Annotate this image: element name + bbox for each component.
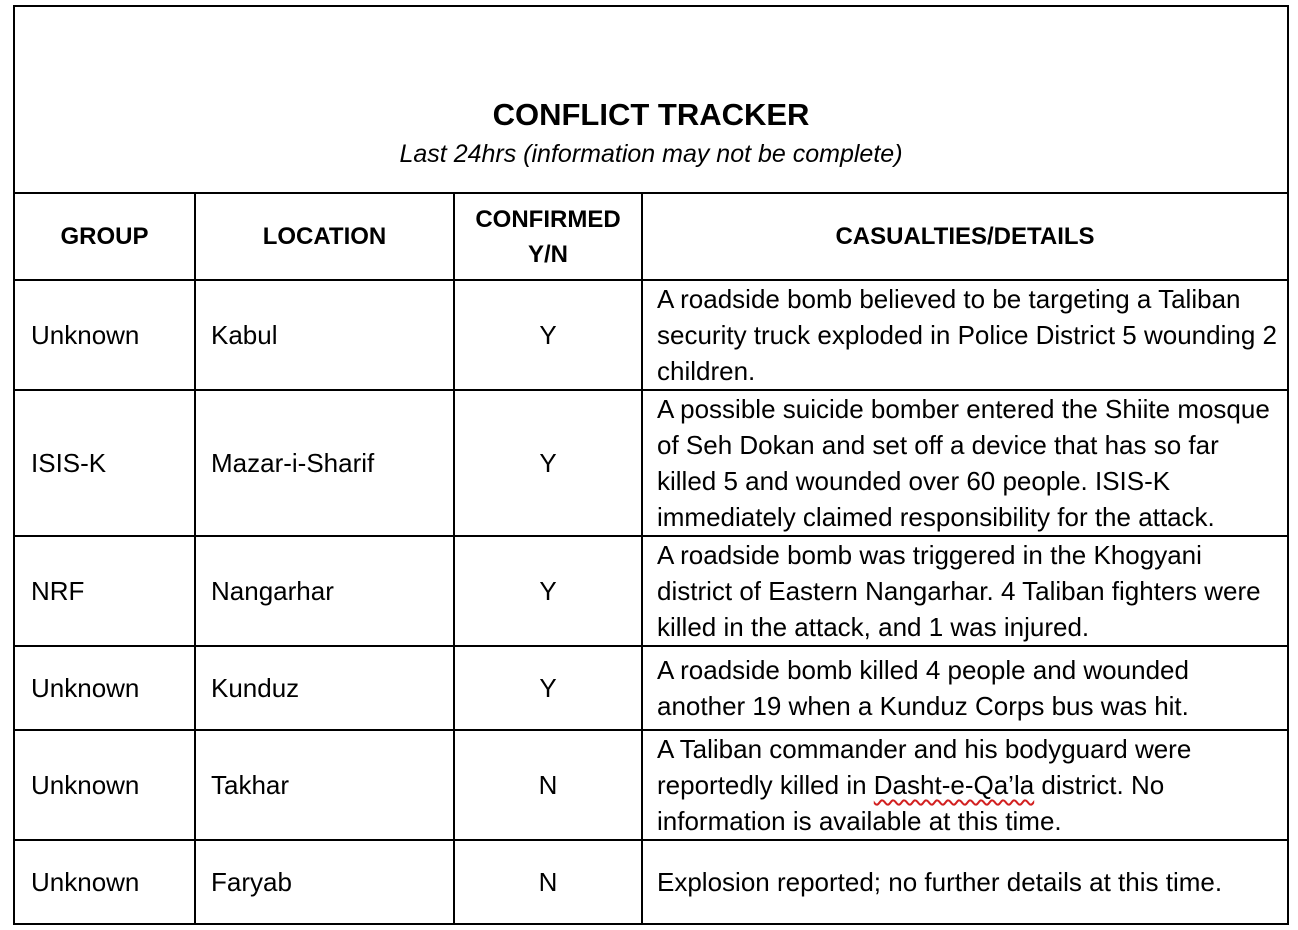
group-cell: Unknown bbox=[14, 646, 195, 730]
page-subtitle: Last 24hrs (information may not be complete) bbox=[399, 139, 903, 168]
table-row bbox=[14, 840, 1288, 924]
conflict-tracker-table bbox=[13, 5, 1289, 925]
details-cell: A roadside bomb killed 4 people and wounded another 19 when a Kunduz Corps bus was hit. bbox=[642, 646, 1288, 730]
details-cell: Explosion reported; no further details at this time. bbox=[642, 840, 1288, 924]
details-cell: A roadside bomb believed to be targeting a Taliban security truck exploded in Police District 5 wounding 2 children. bbox=[642, 280, 1288, 390]
details-text-after: district. No information is available at this time. bbox=[657, 770, 1165, 836]
table-row bbox=[14, 730, 1288, 840]
title-row bbox=[14, 6, 1288, 193]
details-cell: A roadside bomb was triggered in the Khogyani district of Eastern Nangarhar. 4 Taliban fighters were killed in the attack, and 1 was injured. bbox=[642, 536, 1288, 646]
group-cell: Unknown bbox=[14, 840, 195, 924]
details-text-before: A Taliban commander and his bodyguard were reportedly killed in bbox=[657, 734, 1192, 800]
column-header-location: LOCATION bbox=[195, 193, 454, 280]
title-cell bbox=[14, 6, 1288, 193]
group-cell: Unknown bbox=[14, 730, 195, 840]
header-row bbox=[14, 193, 1288, 280]
confirmed-cell: Y bbox=[454, 280, 642, 390]
location-cell: Faryab bbox=[195, 840, 454, 924]
table-row bbox=[14, 390, 1288, 536]
column-header-confirmed bbox=[454, 193, 642, 280]
table-row bbox=[14, 536, 1288, 646]
page-title: CONFLICT TRACKER bbox=[492, 96, 810, 132]
group-cell: ISIS-K bbox=[14, 390, 195, 536]
group-cell: Unknown bbox=[14, 280, 195, 390]
confirmed-cell: Y bbox=[454, 646, 642, 730]
confirmed-cell: N bbox=[454, 840, 642, 924]
location-cell: Nangarhar bbox=[195, 536, 454, 646]
location-cell: Mazar-i-Sharif bbox=[195, 390, 454, 536]
location-cell: Kabul bbox=[195, 280, 454, 390]
table-row bbox=[14, 646, 1288, 730]
details-cell bbox=[642, 730, 1288, 840]
confirmed-cell: Y bbox=[454, 390, 642, 536]
confirmed-cell: Y bbox=[454, 536, 642, 646]
column-header-details: CASUALTIES/DETAILS bbox=[642, 193, 1288, 280]
table-row bbox=[14, 280, 1288, 390]
spellcheck-flagged-word[interactable]: Dasht-e-Qa’la bbox=[873, 770, 1035, 800]
group-cell: NRF bbox=[14, 536, 195, 646]
location-cell: Kunduz bbox=[195, 646, 454, 730]
column-header-group: GROUP bbox=[14, 193, 195, 280]
details-cell: A possible suicide bomber entered the Shiite mosque of Seh Dokan and set off a device that has so far killed 5 and wounded over 60 people. ISIS-K immediately claimed responsibility for the attack. bbox=[642, 390, 1288, 536]
confirmed-cell: N bbox=[454, 730, 642, 840]
column-header-confirmed-label: CONFIRMED Y/N bbox=[475, 205, 621, 268]
location-cell: Takhar bbox=[195, 730, 454, 840]
